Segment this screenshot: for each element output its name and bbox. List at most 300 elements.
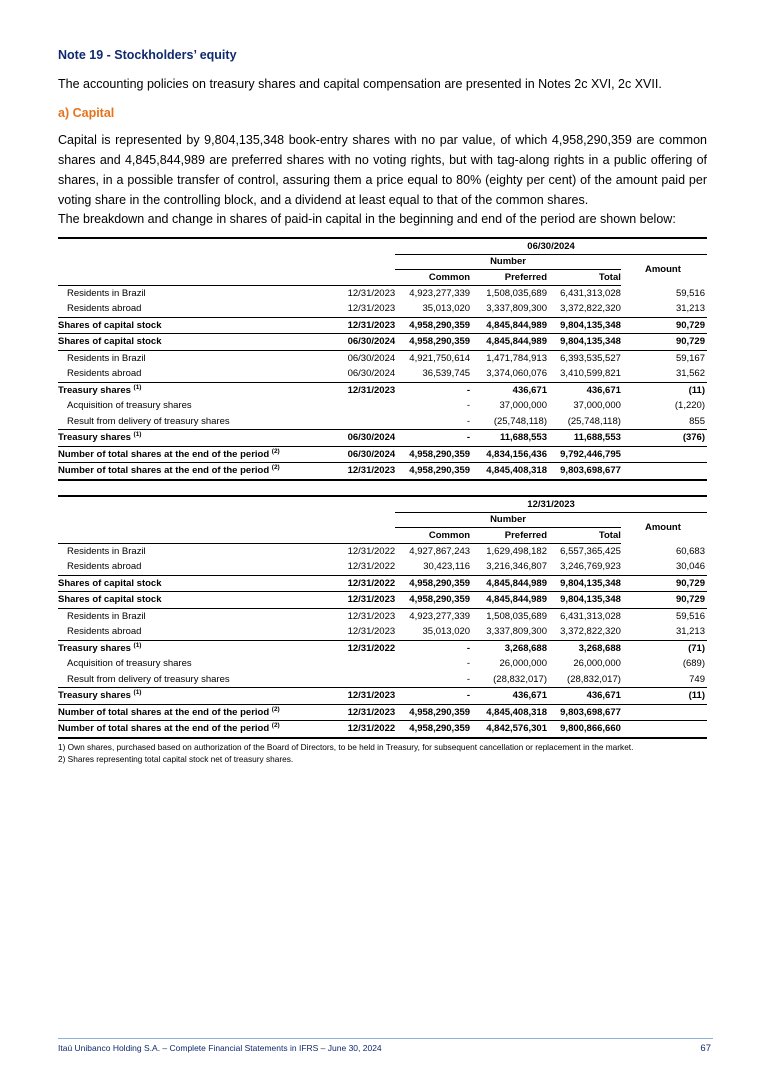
row-preferred-text: 436,671 [512, 690, 547, 702]
row-date-text: 12/31/2023 [347, 706, 396, 718]
table2-number-header: Number [395, 512, 621, 528]
row-amount [621, 608, 707, 624]
row-date-text: 12/31/2023 [347, 626, 396, 638]
row-label [58, 704, 334, 721]
row-total-text: (28,832,017) [567, 673, 621, 685]
row-total [547, 398, 621, 414]
row-common [395, 301, 470, 317]
row-total-text: 9,804,135,348 [560, 594, 621, 606]
table1-preferred-header: Preferred [470, 270, 547, 286]
row-amount-text: 90,729 [675, 336, 705, 348]
row-preferred [470, 704, 547, 721]
table-row [58, 398, 707, 414]
row-amount [621, 285, 707, 301]
table-row [58, 446, 707, 463]
row-preferred [470, 543, 547, 559]
row-date-text: 12/31/2023 [347, 610, 396, 622]
row-amount [621, 575, 707, 592]
row-date [334, 704, 395, 721]
table2-common-header: Common [395, 528, 470, 544]
row-common-text: 4,958,290,359 [409, 594, 471, 606]
table2-total-header: Total [547, 528, 621, 544]
row-label-text: Acquisition of treasury shares [67, 658, 192, 670]
row-date-text: 06/30/2024 [347, 368, 396, 380]
row-common-text: 30,423,116 [423, 561, 471, 573]
row-date [334, 334, 395, 351]
row-date [334, 559, 395, 575]
row-label-text: Treasury shares [58, 690, 131, 702]
row-date-text: 12/31/2023 [347, 287, 396, 299]
table-row [58, 624, 707, 640]
row-label [58, 334, 334, 351]
row-amount-text: 31,213 [675, 303, 705, 315]
row-date [334, 656, 395, 672]
row-common [395, 592, 470, 609]
row-amount [621, 317, 707, 334]
row-preferred-text: 4,845,844,989 [486, 336, 547, 348]
row-date-text: 12/31/2023 [347, 319, 396, 331]
table-row [58, 704, 707, 721]
row-common-text: - [466, 415, 471, 427]
table-row [58, 382, 707, 398]
row-common-text: - [466, 690, 471, 702]
row-label-text: Residents abroad [67, 626, 142, 638]
row-common-text: 36,539,745 [422, 368, 471, 380]
row-common [395, 543, 470, 559]
row-preferred-text: 26,000,000 [499, 658, 547, 670]
footnote-ref: (2) [271, 447, 280, 455]
row-total [547, 463, 621, 480]
row-common-text: 4,958,290,359 [409, 448, 471, 460]
table-row [58, 301, 707, 317]
table1-period: 06/30/2024 [395, 238, 707, 254]
row-date-text: 12/31/2022 [347, 723, 396, 735]
row-amount [621, 430, 707, 447]
row-label [58, 656, 334, 672]
row-label [58, 559, 334, 575]
row-date-text: 12/31/2022 [347, 561, 396, 573]
row-total-text: 6,557,365,425 [560, 545, 621, 557]
footnote-2: 2) Shares representing total capital stock net of treasury shares. [58, 753, 294, 764]
row-total [547, 704, 621, 721]
row-amount [621, 366, 707, 382]
row-total [547, 640, 621, 656]
row-date-text: 12/31/2023 [347, 303, 396, 315]
row-date [334, 285, 395, 301]
row-common [395, 285, 470, 301]
row-label [58, 575, 334, 592]
row-common [395, 640, 470, 656]
row-common [395, 414, 470, 430]
row-total-text: 9,803,698,677 [560, 465, 621, 477]
row-label [58, 301, 334, 317]
row-common-text: 4,927,867,243 [409, 545, 471, 557]
row-label-text: Treasury shares [58, 432, 131, 444]
row-common [395, 688, 470, 705]
table1-total-header: Total [547, 270, 621, 286]
footnote-ref: (2) [271, 464, 280, 472]
row-preferred-text: 4,845,844,989 [486, 594, 547, 606]
table-row [58, 608, 707, 624]
row-label-text: Shares of capital stock [58, 319, 162, 331]
row-preferred-text: 1,508,035,689 [486, 610, 547, 622]
row-amount [621, 350, 707, 366]
row-label [58, 285, 334, 301]
row-label-text: Shares of capital stock [58, 336, 162, 348]
row-date-text: 12/31/2022 [347, 577, 396, 589]
row-preferred-text: 4,845,844,989 [486, 577, 547, 589]
row-amount-text: (11) [688, 690, 705, 702]
intro-paragraph: The accounting policies on treasury shares and capital compensation are presented in Notes 2c XVI, 2c XVII. [58, 77, 662, 91]
row-common-text: - [466, 400, 471, 412]
row-preferred [470, 721, 547, 738]
row-preferred [470, 559, 547, 575]
row-date-text: 06/30/2024 [347, 432, 396, 444]
row-common [395, 317, 470, 334]
table1-amount-header: Amount [645, 264, 681, 276]
row-amount-text: (689) [682, 658, 705, 670]
row-total [547, 430, 621, 447]
row-preferred [470, 366, 547, 382]
row-total [547, 366, 621, 382]
row-label [58, 414, 334, 430]
row-preferred [470, 382, 547, 398]
row-preferred [470, 592, 547, 609]
table-row [58, 543, 707, 559]
breakdown-intro: The breakdown and change in shares of paid-in capital in the beginning and end of the period are shown below: [58, 212, 676, 226]
row-total-text: 436,671 [586, 384, 621, 396]
row-common [395, 624, 470, 640]
row-preferred-text: 3,337,809,300 [486, 626, 547, 638]
row-amount [621, 382, 707, 398]
row-label [58, 398, 334, 414]
row-amount-text: 60,683 [675, 545, 705, 557]
table-row [58, 688, 707, 705]
table-row [58, 656, 707, 672]
row-label [58, 463, 334, 480]
table-row [58, 366, 707, 382]
row-total-text: 9,804,135,348 [560, 319, 621, 331]
row-preferred-text: 436,671 [512, 384, 547, 396]
row-total [547, 350, 621, 366]
row-amount-text: 749 [689, 673, 705, 685]
row-preferred [470, 414, 547, 430]
row-preferred [470, 608, 547, 624]
row-date [334, 672, 395, 688]
row-date [334, 575, 395, 592]
row-common-text: 4,958,290,359 [409, 577, 471, 589]
row-total [547, 334, 621, 351]
section-a-title: a) Capital [58, 106, 115, 120]
table2-amount-header: Amount [645, 522, 681, 534]
footnote-1: 1) Own shares, purchased based on authorization of the Board of Directors, to be held in Treasury, for subsequent cancellation or replacement in the market. [58, 742, 634, 752]
row-label-text: Number of total shares at the end of the period [58, 465, 270, 477]
row-preferred [470, 334, 547, 351]
row-label-text: Treasury shares [58, 384, 131, 396]
capital-paragraph: Capital is represented by 9,804,135,348 book-entry shares with no par value, of which 4,958,290,359 are common shares and 4,845,844,989 are preferred shares with no voting rights, but with tag-along rights in a public offering of shares, in a possible transfer of control, assuring them a price equal to 80% (eighty per cent) of the amount paid per voting share in the controlling block, and a dividend at least equal to that of the common shares. [58, 133, 707, 207]
row-preferred [470, 350, 547, 366]
row-total-text: 6,431,313,028 [560, 610, 621, 622]
row-total [547, 592, 621, 609]
row-total [547, 656, 621, 672]
row-amount-text: 90,729 [675, 319, 705, 331]
row-common [395, 430, 470, 447]
row-common [395, 446, 470, 463]
table1-number-header: Number [395, 254, 621, 270]
row-amount-text: 90,729 [675, 577, 705, 589]
row-common-text: - [466, 642, 471, 654]
row-total-text: 9,792,446,795 [560, 448, 621, 460]
row-total [547, 575, 621, 592]
row-preferred-text: (28,832,017) [493, 673, 547, 685]
row-total-text: 11,688,553 [573, 432, 621, 444]
row-preferred-text: (25,748,118) [493, 415, 547, 427]
row-common [395, 350, 470, 366]
row-label [58, 350, 334, 366]
row-total [547, 672, 621, 688]
table-row [58, 575, 707, 592]
row-date [334, 446, 395, 463]
footnote-ref: (1) [133, 431, 142, 439]
row-preferred [470, 672, 547, 688]
row-label [58, 543, 334, 559]
row-label-text: Residents abroad [67, 303, 142, 315]
row-preferred [470, 463, 547, 480]
row-total-text: 436,671 [586, 690, 621, 702]
row-label-text: Treasury shares [58, 642, 131, 654]
row-preferred [470, 285, 547, 301]
row-amount [621, 704, 707, 721]
row-preferred-text: 4,845,844,989 [486, 319, 547, 331]
row-amount [621, 301, 707, 317]
row-label [58, 382, 334, 398]
row-amount-text: (376) [682, 432, 705, 444]
row-date [334, 624, 395, 640]
row-label-text: Shares of capital stock [58, 577, 162, 589]
row-total [547, 608, 621, 624]
row-date [334, 366, 395, 382]
table1-common-header: Common [395, 270, 470, 286]
row-label-text: Number of total shares at the end of the period [58, 448, 270, 460]
row-common-text: 4,958,290,359 [409, 319, 471, 331]
row-total [547, 446, 621, 463]
row-total [547, 317, 621, 334]
row-label [58, 592, 334, 609]
row-preferred [470, 624, 547, 640]
row-label-text: Residents in Brazil [67, 352, 146, 364]
row-total-text: 9,804,135,348 [560, 577, 621, 589]
table-row [58, 430, 707, 447]
footnote-ref: (1) [133, 689, 142, 697]
row-total-text: 3,372,822,320 [560, 303, 621, 315]
row-date [334, 350, 395, 366]
row-amount-text: (1,220) [674, 400, 705, 412]
row-preferred-text: 3,337,809,300 [486, 303, 547, 315]
row-preferred [470, 446, 547, 463]
row-label-text: Residents abroad [67, 561, 142, 573]
row-common-text: - [466, 384, 471, 396]
row-preferred [470, 688, 547, 705]
footnote-ref: (1) [133, 641, 142, 649]
row-preferred-text: 3,268,688 [504, 642, 547, 654]
row-date [334, 688, 395, 705]
row-preferred-text: 3,374,060,076 [486, 368, 547, 380]
row-preferred-text: 4,834,156,436 [486, 448, 547, 460]
row-preferred-text: 1,508,035,689 [486, 287, 547, 299]
row-date [334, 414, 395, 430]
row-label-text: Residents abroad [67, 368, 142, 380]
row-date-text: 12/31/2023 [347, 594, 396, 606]
row-date [334, 608, 395, 624]
row-amount-text: 31,562 [675, 368, 705, 380]
row-amount [621, 624, 707, 640]
row-label [58, 446, 334, 463]
row-common [395, 559, 470, 575]
row-date [334, 592, 395, 609]
row-common [395, 608, 470, 624]
page-number: 67 [700, 1043, 711, 1054]
row-common-text: 4,923,277,339 [409, 610, 471, 622]
row-preferred-text: 1,471,784,913 [486, 352, 547, 364]
row-amount [621, 672, 707, 688]
row-preferred [470, 317, 547, 334]
row-label-text: Result from delivery of treasury shares [67, 673, 230, 685]
row-common [395, 366, 470, 382]
row-amount-text: 59,516 [675, 610, 705, 622]
row-common-text: - [466, 432, 471, 444]
row-total-text: 9,803,698,677 [560, 706, 621, 718]
row-date-text: 12/31/2022 [347, 545, 396, 557]
row-amount [621, 398, 707, 414]
row-total [547, 382, 621, 398]
row-total [547, 559, 621, 575]
row-date [334, 640, 395, 656]
row-label-text: Number of total shares at the end of the period [58, 723, 270, 735]
row-total-text: 37,000,000 [573, 400, 621, 412]
table-row [58, 317, 707, 334]
row-label [58, 366, 334, 382]
row-amount-text: 30,046 [675, 561, 705, 573]
row-total [547, 301, 621, 317]
row-date-text: 06/30/2024 [347, 352, 396, 364]
row-preferred [470, 575, 547, 592]
footnote-ref: (2) [271, 705, 280, 713]
row-amount [621, 414, 707, 430]
row-common-text: 4,958,290,359 [409, 336, 471, 348]
row-date-text: 12/31/2023 [347, 690, 396, 702]
row-common [395, 398, 470, 414]
row-label-text: Residents in Brazil [67, 610, 146, 622]
table2-period: 12/31/2023 [395, 496, 707, 512]
row-amount [621, 446, 707, 463]
row-amount [621, 688, 707, 705]
row-preferred [470, 398, 547, 414]
row-amount-text: 31,213 [675, 626, 705, 638]
row-preferred-text: 1,629,498,182 [486, 545, 547, 557]
row-common-text: 4,958,290,359 [409, 465, 471, 477]
row-common [395, 656, 470, 672]
row-date [334, 721, 395, 738]
row-total [547, 688, 621, 705]
row-date-text: 12/31/2023 [347, 465, 396, 477]
footnote-ref: (2) [271, 722, 280, 730]
row-common [395, 334, 470, 351]
note-title: Note 19 - Stockholders’ equity [58, 48, 237, 62]
row-common [395, 575, 470, 592]
row-total-text: 3,410,599,821 [560, 368, 621, 380]
row-amount-text: 90,729 [675, 594, 705, 606]
row-date [334, 543, 395, 559]
row-common-text: 4,923,277,339 [409, 287, 471, 299]
table-row [58, 592, 707, 609]
row-date-text: 06/30/2024 [347, 448, 396, 460]
row-date-text: 12/31/2022 [347, 642, 396, 654]
row-label [58, 624, 334, 640]
table-row [58, 721, 707, 738]
table-row [58, 672, 707, 688]
row-date [334, 398, 395, 414]
row-total-text: 6,431,313,028 [560, 287, 621, 299]
footnote-ref: (1) [133, 383, 142, 391]
row-amount [621, 463, 707, 480]
row-date [334, 463, 395, 480]
row-total-text: (25,748,118) [567, 415, 621, 427]
row-common [395, 672, 470, 688]
row-label [58, 688, 334, 705]
row-common [395, 704, 470, 721]
row-preferred [470, 640, 547, 656]
row-date-text: 12/31/2023 [347, 384, 396, 396]
row-amount [621, 721, 707, 738]
row-label-text: Residents in Brazil [67, 545, 146, 557]
row-preferred [470, 656, 547, 672]
row-total [547, 624, 621, 640]
row-label-text: Number of total shares at the end of the period [58, 706, 270, 718]
row-amount [621, 592, 707, 609]
row-total-text: 9,800,866,660 [560, 723, 621, 735]
row-common-text: - [466, 658, 471, 670]
row-label [58, 721, 334, 738]
row-preferred-text: 37,000,000 [499, 400, 547, 412]
table-row [58, 285, 707, 301]
table-row [58, 350, 707, 366]
row-common-text: 35,013,020 [422, 626, 471, 638]
row-label [58, 608, 334, 624]
row-preferred-text: 4,845,408,318 [486, 706, 547, 718]
capital-table-2024 [58, 237, 707, 481]
row-amount-text: 59,516 [675, 287, 705, 299]
row-total-text: 6,393,535,527 [560, 352, 621, 364]
row-amount-text: (71) [688, 642, 705, 654]
row-date [334, 317, 395, 334]
row-date [334, 430, 395, 447]
row-preferred-text: 11,688,553 [499, 432, 547, 444]
row-common [395, 463, 470, 480]
row-date-text: 06/30/2024 [347, 336, 396, 348]
row-amount-text: 59,167 [675, 352, 705, 364]
row-label-text: Result from delivery of treasury shares [67, 415, 230, 427]
row-preferred-text: 4,845,408,318 [486, 465, 547, 477]
row-label [58, 640, 334, 656]
table-row [58, 414, 707, 430]
row-common-text: 4,958,290,359 [409, 706, 471, 718]
row-preferred [470, 430, 547, 447]
row-preferred-text: 3,216,346,807 [486, 561, 547, 573]
row-label-text: Residents in Brazil [67, 287, 146, 299]
row-total-text: 3,246,769,923 [560, 561, 621, 573]
table-row [58, 463, 707, 480]
row-preferred [470, 301, 547, 317]
